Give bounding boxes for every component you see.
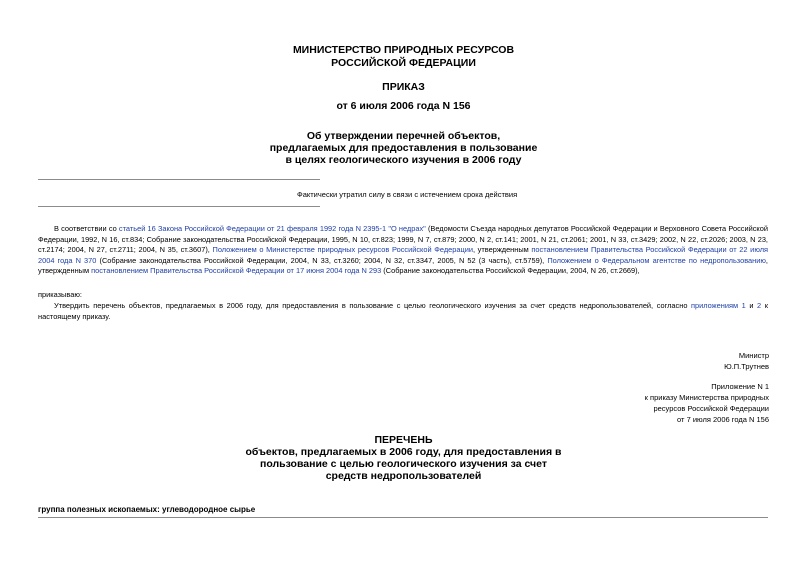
ministry-line-1: МИНИСТЕРСТВО ПРИРОДНЫХ РЕСУРСОВ — [292, 44, 515, 56]
appendix-line-1: Приложение N 1 — [711, 382, 769, 391]
list-title-line-4: средств недропользователей — [325, 470, 482, 482]
order-paragraph — [38, 301, 768, 322]
doc-type: ПРИКАЗ — [382, 81, 425, 93]
agency-regulation-link[interactable]: Положением о Федеральном агентстве по недропользованию — [547, 255, 766, 265]
ministry-line-2: РОССИЙСКОЙ ФЕДЕРАЦИИ — [331, 57, 476, 69]
list-title-line-3: пользование с целью геологического изучения за счет — [259, 458, 547, 470]
order-text-3: к настоящему приказу. — [38, 301, 768, 321]
status-note: Фактически утратил силу в связи с истечением срока действия — [297, 190, 518, 199]
list-title-line-1: ПЕРЕЧЕНЬ — [374, 434, 433, 446]
preamble-paragraph — [38, 224, 768, 277]
group-divider — [38, 517, 768, 518]
appendix-1-link[interactable]: приложениям 1 — [691, 301, 746, 310]
law-link[interactable]: статьей 16 Закона Российской Федерации от 21 февраля 1992 года N 2395-1 "О недрах" — [118, 224, 426, 233]
appendix-line-4: от 7 июля 2006 года N 156 — [677, 415, 769, 424]
title-line-1: Об утверждении перечней объектов, — [306, 130, 501, 142]
mineral-group-label: группа полезных ископаемых: углеводородное сырье — [38, 505, 256, 514]
preamble-text-2: (Ведомости Съезда народных депутатов Российской Федерации и Верховного Совета Российской Федерации, 1992, N 16, ст.834; Собрание законодательства Российской Федерации, 1995, N 10, ст.823; 1999, N 7, ст.879; 2000, N 2, ст.141; 2001, N 21, ст.2061; 2001, N 33, ст.3429; 2002, N 22, ст.2026; 2003, N 23, ст.2174; 2004, N 27, ст.2711; 2004, N 35, ст.3607), — [38, 224, 768, 254]
appendix-line-3: ресурсов Российской Федерации — [653, 404, 769, 413]
order-text-2: и — [745, 301, 758, 310]
preamble-text-4: (Собрание законодательства Российской Федерации, 2004, N 33, ст.3260; 2004, N 32, ст.3347, 2005, N 52 (3 часть), ст.5759), — [96, 255, 548, 265]
preamble-text-1: В соответствии со — [54, 224, 119, 233]
divider-top — [38, 179, 320, 180]
decree-293-link[interactable]: постановлением Правительства Российской Федерации от 17 июня 2004 года N 293 — [91, 266, 382, 275]
signature-position: Министр — [738, 351, 769, 360]
preamble-text-6: (Собрание законодательства Российской Федерации, 2004, N 26, ст.2669), — [381, 266, 640, 275]
title-line-2: предлагаемых для предоставления в пользование — [269, 142, 538, 154]
list-title-line-2: объектов, предлагаемых в 2006 году, для предоставления в — [245, 446, 562, 458]
decree-370-link[interactable]: постановлением Правительства Российской Федерации от 22 июля 2004 года N 370 — [38, 245, 769, 265]
ministry-regulation-link[interactable]: Положением о Министерстве природных ресурсов Российской Федерации — [212, 245, 473, 254]
order-word: приказываю: — [38, 290, 82, 299]
doc-date-number: от 6 июля 2006 года N 156 — [336, 100, 471, 112]
appendix-2-link[interactable]: 2 — [757, 301, 762, 310]
signature-name: Ю.П.Трутнев — [724, 362, 769, 371]
appendix-line-2: к приказу Министерства природных — [644, 393, 769, 402]
preamble-text-5: , утвержденным — [38, 255, 768, 275]
order-text-1: Утвердить перечень объектов, предлагаемых в 2006 году, для предоставления в пользование с целью геологического изучения за счет средств недропользователей, согласно — [54, 301, 692, 310]
title-line-3: в целях геологического изучения в 2006 году — [285, 154, 522, 166]
divider-bottom — [38, 206, 320, 207]
preamble-text-3: , утвержденным — [472, 245, 532, 254]
